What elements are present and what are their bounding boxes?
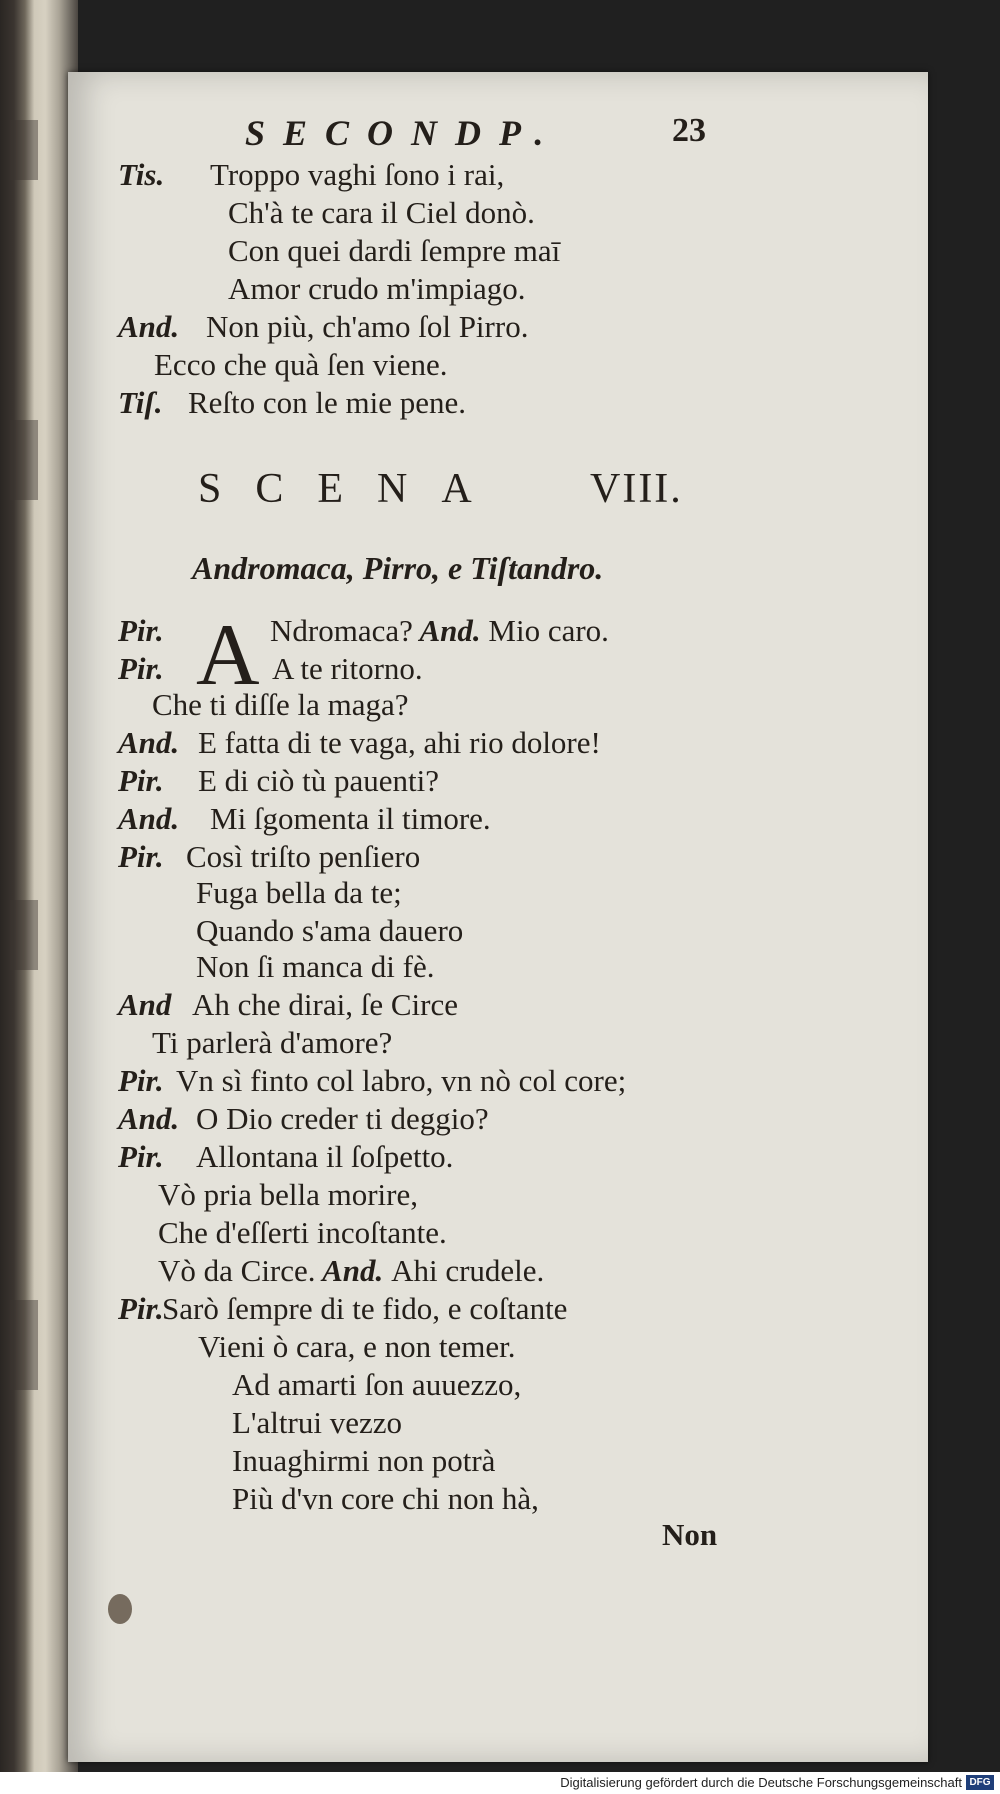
spine-mark bbox=[10, 420, 38, 500]
ink-stain bbox=[108, 1594, 132, 1624]
verse-line bbox=[228, 234, 560, 268]
verse-text: L'altrui vezzo bbox=[232, 1405, 402, 1440]
scene-heading: SCENA bbox=[198, 466, 506, 512]
verse-text: Inuaghirmi non potrà bbox=[232, 1443, 496, 1478]
spine-mark bbox=[10, 1300, 38, 1390]
verse-text: Vò pria bella morire, bbox=[158, 1177, 418, 1212]
verse-line bbox=[198, 726, 601, 760]
speaker-label: And. bbox=[118, 801, 180, 836]
verse-line bbox=[232, 1482, 539, 1516]
speaker-label: Pir. bbox=[118, 651, 164, 686]
speaker-label: And bbox=[118, 987, 172, 1022]
running-title: SECONDP. bbox=[245, 113, 562, 153]
verse-text: Ecco che quà ſen viene. bbox=[154, 347, 448, 382]
verse-line bbox=[196, 1102, 489, 1136]
catchword: Non bbox=[662, 1517, 718, 1552]
verse-line bbox=[196, 950, 434, 984]
verse-text: Vn sì finto col labro, vn nò col core; bbox=[176, 1063, 627, 1098]
verse-text: Ch'à te cara il Ciel donò. bbox=[228, 195, 535, 230]
verse-line bbox=[196, 914, 463, 948]
verse-text: Sarò ſempre di te fido, e coſtante bbox=[162, 1291, 568, 1326]
verse-line bbox=[232, 1368, 521, 1402]
verse-text: Ad amarti ſon auuezzo, bbox=[232, 1367, 522, 1402]
speaker-label: Pir. bbox=[118, 839, 164, 874]
inline-speaker-label: And. bbox=[412, 613, 489, 648]
spine-mark bbox=[10, 900, 38, 970]
verse-line bbox=[232, 1406, 402, 1440]
verse-line bbox=[198, 1330, 515, 1364]
speaker-label: Pir. bbox=[118, 613, 164, 648]
verse-text: Ahi crudele. bbox=[391, 1253, 545, 1288]
verse-text: Ti parlerà d'amore? bbox=[152, 1025, 393, 1060]
verse-text: Allontana il ſoſpetto. bbox=[196, 1139, 454, 1174]
verse-text: Ndromaca? bbox=[270, 613, 413, 648]
speaker-label: And. bbox=[118, 309, 180, 344]
verse-line bbox=[198, 764, 439, 798]
verse-line bbox=[206, 310, 528, 344]
verse-line bbox=[152, 688, 409, 722]
inline-speaker-label: And. bbox=[315, 1253, 392, 1288]
footer-credit: Digitalisierung gefördert durch die Deutsche Forschungsgemeinschaft bbox=[560, 1775, 962, 1790]
verse-text: Vieni ò cara, e non temer. bbox=[198, 1329, 516, 1364]
verse-line bbox=[192, 988, 458, 1022]
spine-mark bbox=[10, 120, 38, 180]
speaker-label: Pir. bbox=[118, 1063, 164, 1098]
verse-line bbox=[228, 272, 525, 306]
digitization-footer bbox=[0, 1772, 1000, 1794]
verse-text: Troppo vaghi ſono i rai, bbox=[210, 157, 505, 192]
verse-line bbox=[188, 386, 466, 420]
speaker-label: Tis. bbox=[118, 157, 165, 192]
speaker-label: And. bbox=[118, 1101, 180, 1136]
page-number: 23 bbox=[672, 112, 706, 149]
speaker-label: Pir. bbox=[118, 763, 164, 798]
verse-text: E di ciò tù pauenti? bbox=[198, 763, 440, 798]
verse-line bbox=[154, 348, 448, 382]
verse-text: Non ſi manca di fè. bbox=[196, 949, 435, 984]
verse-line bbox=[186, 840, 420, 874]
verse-text: Mi ſgomenta il timore. bbox=[210, 801, 491, 836]
scene-number: VIII. bbox=[590, 466, 683, 512]
verse-line bbox=[270, 614, 609, 648]
verse-line bbox=[210, 802, 491, 836]
verse-line bbox=[272, 652, 423, 686]
verse-text: Con quei dardi ſempre maī bbox=[228, 233, 561, 268]
verse-line bbox=[162, 1292, 567, 1326]
dfg-logo: DFG bbox=[966, 1775, 994, 1790]
verse-line bbox=[158, 1216, 447, 1250]
verse-line bbox=[176, 1064, 626, 1098]
verse-line bbox=[158, 1254, 544, 1288]
book-spine-edge bbox=[0, 0, 78, 1794]
verse-text: Quando s'ama dauero bbox=[196, 913, 464, 948]
verse-text: Amor crudo m'impiago. bbox=[228, 271, 526, 306]
speaker-label: Tiſ. bbox=[118, 385, 163, 420]
verse-text: Vò da Circe. bbox=[158, 1253, 316, 1288]
speaker-label: Pir. bbox=[118, 1291, 164, 1326]
verse-text: E fatta di te vaga, ahi rio dolore! bbox=[198, 725, 601, 760]
verse-line bbox=[196, 876, 402, 910]
verse-line bbox=[232, 1444, 495, 1478]
verse-line bbox=[158, 1178, 418, 1212]
verse-text: Mio caro. bbox=[488, 613, 609, 648]
verse-line bbox=[152, 1026, 392, 1060]
verse-text: O Dio creder ti deggio? bbox=[196, 1101, 489, 1136]
speaker-label: And. bbox=[118, 725, 180, 760]
verse-text: Che d'eſſerti incoſtante. bbox=[158, 1215, 447, 1250]
verse-text: Così triſto penſiero bbox=[186, 839, 421, 874]
verse-text: Ah che dirai, ſe Circe bbox=[192, 987, 458, 1022]
verse-line bbox=[196, 1140, 453, 1174]
verse-text: Fuga bella da te; bbox=[196, 875, 402, 910]
speaker-label: Pir. bbox=[118, 1139, 164, 1174]
verse-text: Reſto con le mie pene. bbox=[188, 385, 467, 420]
verse-line bbox=[228, 196, 535, 230]
drop-cap: A bbox=[196, 607, 260, 704]
verse-text: Che ti diſſe la maga? bbox=[152, 687, 409, 722]
verse-text: Più d'vn core chi non hà, bbox=[232, 1481, 539, 1516]
verse-text: A te ritorno. bbox=[272, 651, 423, 686]
verse-line bbox=[210, 158, 504, 192]
scene-characters: Andromaca, Pirro, e Tiſtandro. bbox=[192, 550, 604, 586]
verse-text: Non più, ch'amo ſol Pirro. bbox=[206, 309, 529, 344]
